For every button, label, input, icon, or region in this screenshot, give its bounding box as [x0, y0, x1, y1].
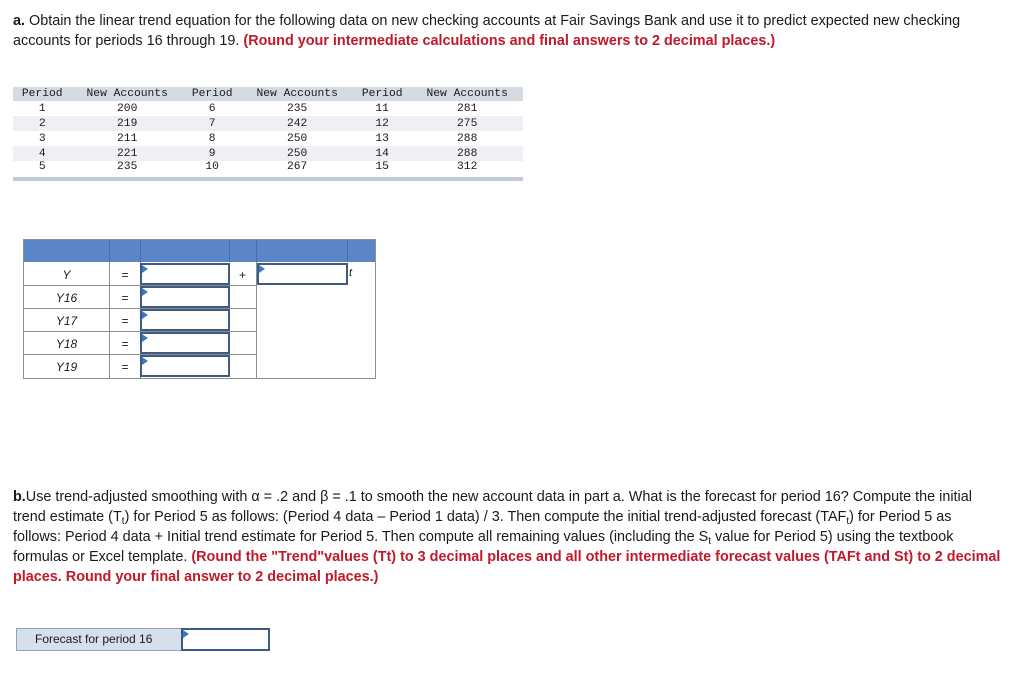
part-a-question [13, 12, 1003, 51]
row-label-y17: Y17 [55, 314, 78, 328]
part-b-question [13, 487, 1003, 587]
table-cell: 13 [375, 132, 389, 145]
table-cell: 281 [457, 102, 478, 115]
part-a-text: Obtain the linear trend equation for the following data on new checking accounts at Fair Savings Bank and use it to predict expected new checking accounts for periods 16 through 19. [13, 13, 961, 49]
y16-input[interactable] [140, 286, 230, 308]
table-cell: 235 [287, 102, 308, 115]
intercept-input[interactable] [140, 263, 230, 285]
part-a-rounding-note: (Round your intermediate calculations and final answers to 2 decimal places.) [243, 32, 776, 49]
table-header: New Accounts [241, 87, 353, 101]
new-accounts-table [13, 87, 523, 181]
row-label-y19: Y19 [55, 360, 78, 374]
input-flag-icon [259, 265, 265, 273]
table-header: Period [13, 87, 71, 101]
header-divider [347, 240, 348, 262]
table-cell: 267 [287, 161, 308, 173]
equals-sign: = [121, 360, 129, 374]
row-label-y: Y [62, 268, 71, 282]
table-cell: 275 [411, 116, 523, 131]
table-cell: 221 [71, 146, 183, 161]
table-cell: 12 [353, 116, 411, 131]
forecast-period-16-label: Forecast for period 16 [16, 628, 182, 651]
table-cell: 3 [38, 132, 46, 145]
row-label-y18: Y18 [55, 337, 78, 351]
table-header: New Accounts [71, 87, 183, 101]
row-label-y16: Y16 [55, 291, 78, 305]
table-cell: 219 [71, 116, 183, 131]
table-cell: 250 [287, 132, 308, 145]
trend-equation-answer-grid [23, 239, 376, 379]
header-divider [140, 240, 141, 262]
table-cell: 211 [117, 132, 138, 145]
table-cell: 15 [375, 161, 389, 173]
input-flag-icon [142, 311, 148, 319]
slope-input[interactable] [257, 263, 348, 285]
equals-sign: = [121, 314, 129, 328]
table-cell: 242 [241, 116, 353, 131]
part-a-label: a. [13, 13, 26, 29]
table-cell: 10 [205, 161, 219, 173]
table-cell: 250 [241, 146, 353, 161]
table-cell: 235 [117, 161, 138, 173]
table-cell: 200 [117, 102, 138, 115]
table-row [13, 131, 523, 146]
table-cell: 1 [38, 102, 46, 115]
y19-input[interactable] [140, 355, 230, 377]
y17-input[interactable] [140, 309, 230, 331]
input-flag-icon [142, 265, 148, 273]
part-b-text-1: Use trend-adjusted smoothing with α = .2 and β = .1 to smooth the new account data in part a. What is the forecast for period 16? Compute the initial trend estimate (T [13, 489, 972, 525]
table-cell: 2 [13, 116, 71, 131]
part-b-text-2: ) for Period 5 as follows: (Period 4 data – Period 1 data) / 3. Then compute the initial trend-adjusted forecast (TAF [124, 509, 847, 525]
table-cell: 288 [411, 146, 523, 161]
equals-sign: = [121, 291, 129, 305]
table-cell: 14 [353, 146, 411, 161]
forecast-period-16-input[interactable] [181, 628, 270, 651]
table-cell: 9 [183, 146, 241, 161]
table-header: Period [353, 87, 411, 101]
table-header-row [13, 87, 523, 101]
table-cell: 8 [208, 132, 216, 145]
table-cell: 312 [457, 161, 478, 173]
input-flag-icon [142, 334, 148, 342]
table-cell: 4 [13, 146, 71, 161]
table-cell: 288 [457, 132, 478, 145]
equals-sign: = [121, 268, 129, 282]
input-flag-icon [142, 357, 148, 365]
table-header: Period [183, 87, 241, 101]
subscript-t: t [121, 516, 125, 527]
table-cell: 5 [38, 161, 46, 173]
part-b-text-3: ) for Period 5 as follows: Period 4 data + Initial trend estimate for Period 5. Then compute all remaining values (including the S [13, 509, 952, 545]
table-cell: 7 [183, 116, 241, 131]
table-row [13, 116, 523, 131]
table-row [13, 161, 523, 179]
t-variable: t [349, 267, 353, 279]
subscript-t: t [846, 516, 850, 527]
header-divider [109, 240, 110, 262]
plus-sign: + [239, 268, 247, 282]
table-cell: 11 [375, 102, 389, 115]
table-row [13, 101, 523, 116]
input-flag-icon [183, 630, 189, 638]
subscript-t: t [708, 536, 712, 547]
y18-input[interactable] [140, 332, 230, 354]
table-cell: 6 [208, 102, 216, 115]
equals-sign: = [121, 337, 129, 351]
part-b-rounding-note: (Round the "Trend"values (Tt) to 3 decimal places and all other intermediate forecast values (TAFt and St) to 2 decimal places. Round your final answer to 2 decimal places.) [13, 549, 1001, 585]
header-divider [256, 240, 257, 262]
table-row [13, 146, 523, 161]
input-flag-icon [142, 288, 148, 296]
part-b-text-4: value for Period 5) using the textbook formulas or Excel template. [13, 529, 954, 565]
header-divider [229, 240, 230, 262]
answer-grid-header [24, 240, 375, 262]
part-b-label: b. [13, 489, 26, 505]
table-header: New Accounts [411, 87, 523, 101]
